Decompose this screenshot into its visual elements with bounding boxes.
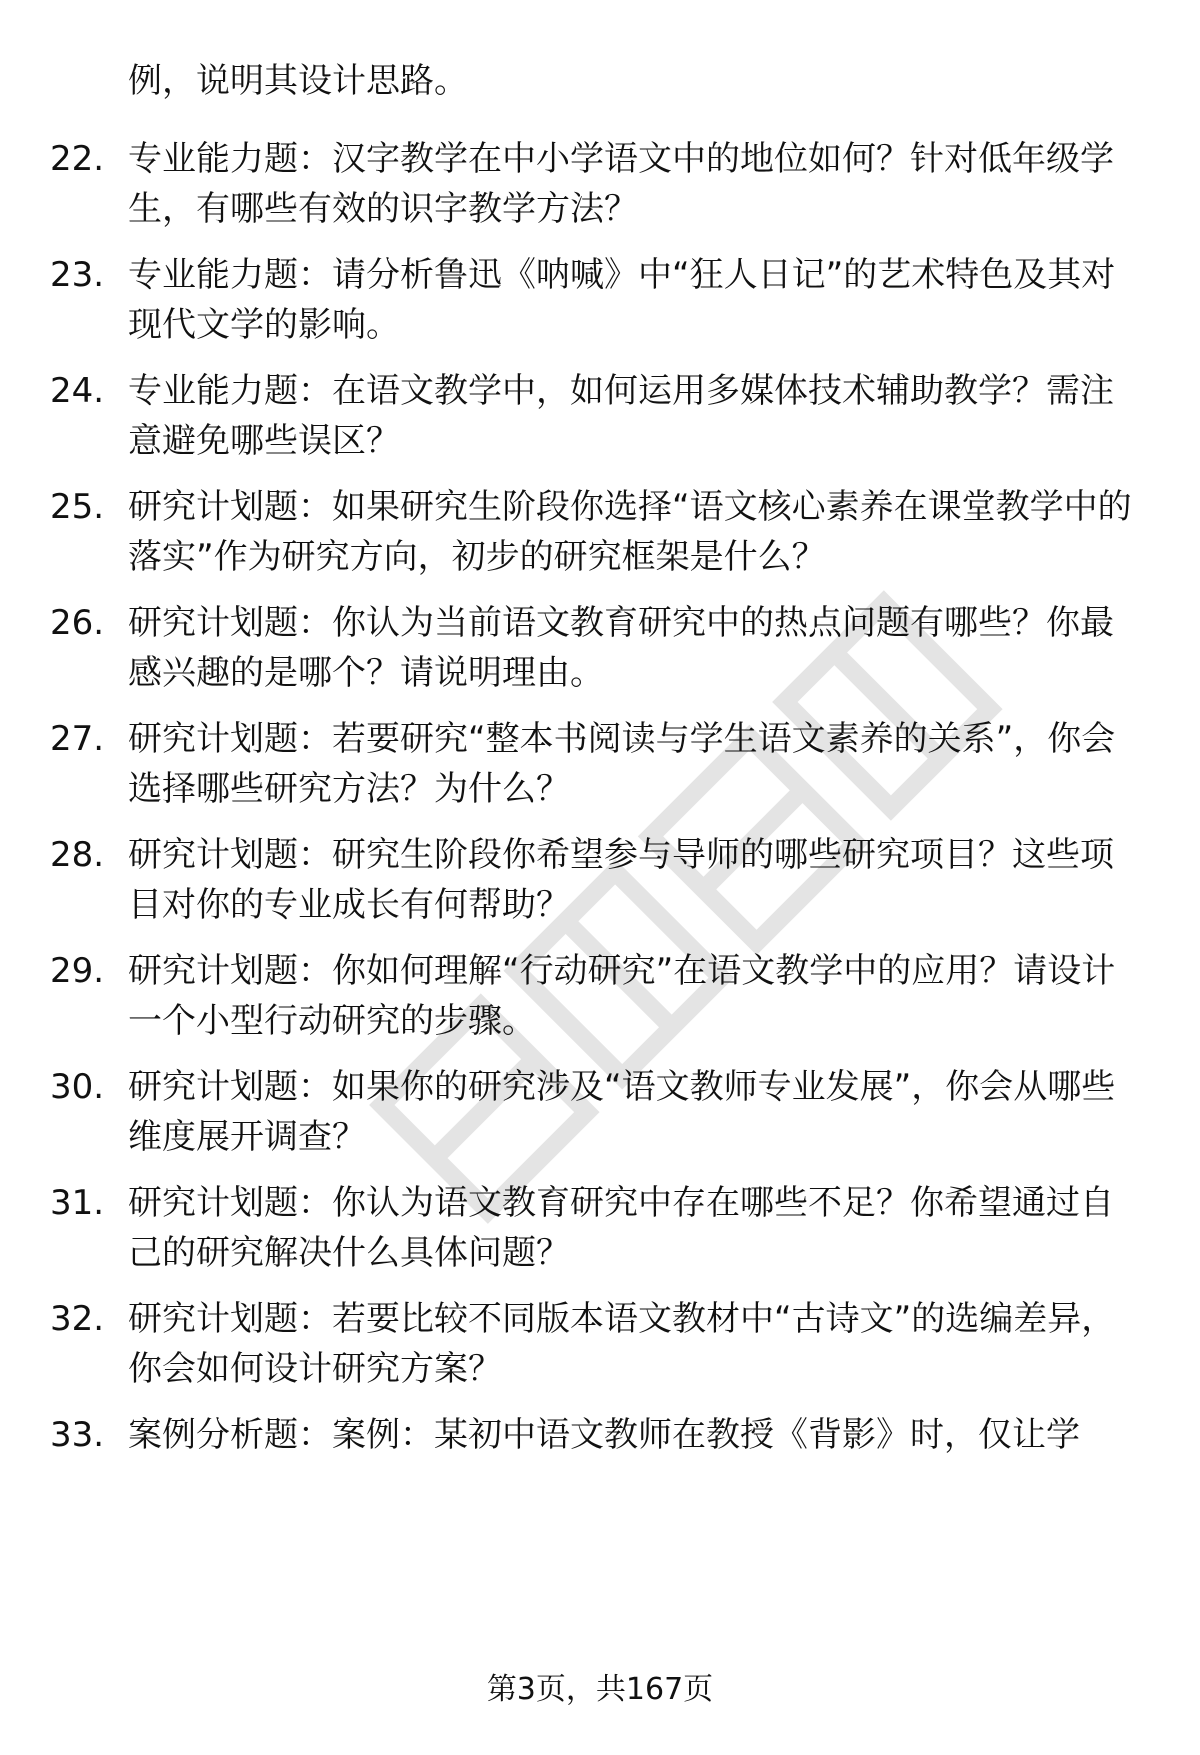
list-item — [50, 366, 1138, 466]
list-item-continuation — [128, 56, 1138, 106]
item-text: 案例分析题：案例：某初中语文教师在教授《背影》时，仅让学 — [128, 1415, 1080, 1455]
item-number: 29. — [50, 951, 105, 991]
list-item — [50, 830, 1138, 930]
list-item — [50, 1178, 1138, 1278]
item-text: 专业能力题：请分析鲁迅《呐喊》中“狂人日记”的艺术特色及其对现代文学的影响。 — [128, 255, 1116, 345]
item-number: 25. — [50, 487, 105, 527]
list-item — [50, 1294, 1138, 1394]
item-text: 研究计划题：若要研究“整本书阅读与学生语文素养的关系”，你会选择哪些研究方法？为什么？ — [128, 719, 1116, 809]
item-text: 研究计划题：若要比较不同版本语文教材中“古诗文”的选编差异，你会如何设计研究方案？ — [128, 1299, 1116, 1389]
item-number: 31. — [50, 1183, 105, 1223]
item-text: 专业能力题：在语文教学中，如何运用多媒体技术辅助教学？需注意避免哪些误区？ — [128, 371, 1114, 461]
item-text: 例，说明其设计思路。 — [128, 61, 468, 101]
item-number: 28. — [50, 835, 105, 875]
item-text: 研究计划题：你认为当前语文教育研究中的热点问题有哪些？你最感兴趣的是哪个？请说明理由。 — [128, 603, 1114, 693]
list-item — [50, 1410, 1138, 1460]
item-number: 24. — [50, 371, 105, 411]
list-item — [50, 482, 1138, 582]
item-number: 33. — [50, 1415, 105, 1455]
list-item — [50, 946, 1138, 1046]
item-text: 研究计划题：你如何理解“行动研究”在语文教学中的应用？请设计一个小型行动研究的步骤。 — [128, 951, 1116, 1041]
item-number: 26. — [50, 603, 105, 643]
list-item — [50, 598, 1138, 698]
item-text: 专业能力题：汉字教学在中小学语文中的地位如何？针对低年级学生，有哪些有效的识字教学方法？ — [128, 139, 1114, 229]
item-number: 27. — [50, 719, 105, 759]
list-item — [50, 714, 1138, 814]
item-text: 研究计划题：你认为语文教育研究中存在哪些不足？你希望通过自己的研究解决什么具体问题？ — [128, 1183, 1114, 1273]
item-text: 研究计划题：研究生阶段你希望参与导师的哪些研究项目？这些项目对你的专业成长有何帮助？ — [128, 835, 1114, 925]
page-footer: 第3页，共167页 — [486, 1672, 714, 1707]
item-number: 32. — [50, 1299, 105, 1339]
list-item — [50, 250, 1138, 350]
list-item — [50, 134, 1138, 234]
item-text: 研究计划题：如果研究生阶段你选择“语文核心素养在课堂教学中的落实”作为研究方向，初步的研究框架是什么？ — [128, 487, 1132, 577]
item-number: 30. — [50, 1067, 105, 1107]
list-item — [50, 1062, 1138, 1162]
item-number: 23. — [50, 255, 105, 295]
item-text: 研究计划题：如果你的研究涉及“语文教师专业发展”，你会从哪些维度展开调查？ — [128, 1067, 1116, 1157]
item-number: 22. — [50, 139, 105, 179]
